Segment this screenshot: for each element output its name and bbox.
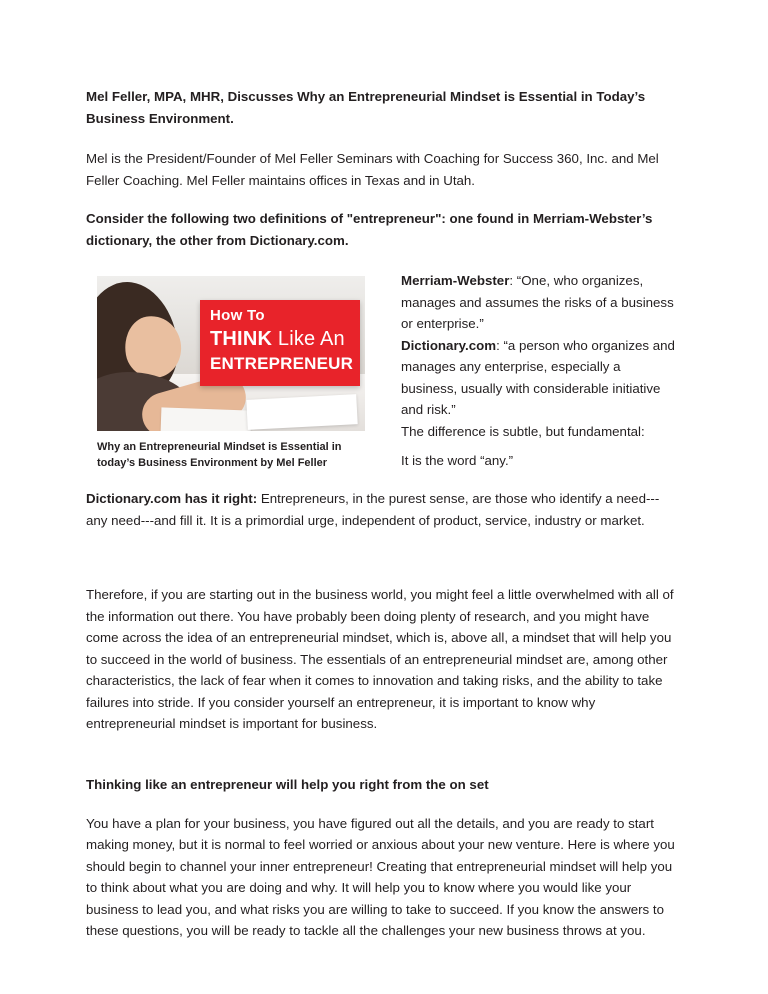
image-caption: Why an Entrepreneurial Mindset is Essential in today’s Business Environment by Mel Feller [97,441,342,469]
paper-sheet [246,394,357,430]
dictionary-text: : “a person who organizes and manages any enterprise, especially a business, usually with considerable initiative and risk.” [401,337,675,418]
consider-heading: Consider the following two definitions of "entrepreneur": one found in Merriam-Webster’s dictionary, the other from Dictionary.com. [86,211,653,248]
page-title: Mel Feller, MPA, MHR, Discusses Why an Entrepreneurial Mindset is Essential in Today’s Business Environment. [86,89,646,126]
difference-line: The difference is subtle, but fundamental: [401,423,645,439]
sign-line-2-thin: Like An [272,328,345,351]
dictionary-right-label: Dictionary.com has it right: [86,491,258,507]
spacer-2 [86,752,680,774]
figure [97,276,365,471]
sign-line-2 [210,328,345,351]
plan-paragraph: You have a plan for your business, you have figured out all the details, and you are ready to start making money, but it is normal to feel worried or anxious about your new venture. Here is where you should begin to channel your inner entrepreneur! Creating that entrepreneurial mindset will help you to think about what you are doing and why. It will help you to know where you would like your business to lead you, and what risks you are willing to take to succeed. If you know the answers to these questions, you will be ready to tackle all the challenges your new business throws at you. [86,815,675,939]
intro-paragraph: Mel is the President/Founder of Mel Feller Seminars with Coaching for Success 360, Inc. and Mel Feller Coaching. Mel Feller maintains offices in Texas and in Utah. [86,151,659,188]
section-subheading: Thinking like an entrepreneur will help you right from the on set [86,776,489,792]
image-and-definitions-block [86,270,680,482]
dictionary-label: Dictionary.com [401,337,497,353]
notebook [161,408,252,432]
sign-line-3: ENTREPRENEUR [210,354,354,374]
merriam-webster-definition [401,270,680,335]
merriam-webster-text: : “One, who organizes, manages and assumes the risks of a business or enterprise.” [401,273,674,332]
dictionary-right-paragraph [86,488,680,531]
dictionary-right-text: Entrepreneurs, in the purest sense, are those who identify a need---any need---and fill it. It is a primordial urge, independent of product, service, industry or market. [86,491,660,528]
definitions [401,270,680,472]
sign-line-1: How To [210,307,265,325]
article-image [97,276,365,431]
red-sign [200,300,360,386]
therefore-paragraph: Therefore, if you are starting out in the business world, you might feel a little overwhelmed with all of the information out there. You have probably been doing plenty of research, and you might have come across the idea of an entrepreneurial mindset, which is, above all, a mindset that will help you to succeed in the world of business. The essentials of an entrepreneurial mindset are, among other characteristics, the lack of fear when it comes to innovation and taking risks, and the ability to take failures into stride. If you consider yourself an entrepreneur, it is important to know why entrepreneurial mindset is important for business. [86,587,674,732]
sign-line-2-bold: THINK [210,328,273,351]
any-line: It is the word “any.” [401,453,514,469]
dictionary-definition [401,335,680,421]
merriam-webster-label: Merriam-Webster [401,273,510,289]
spacer [86,548,680,584]
